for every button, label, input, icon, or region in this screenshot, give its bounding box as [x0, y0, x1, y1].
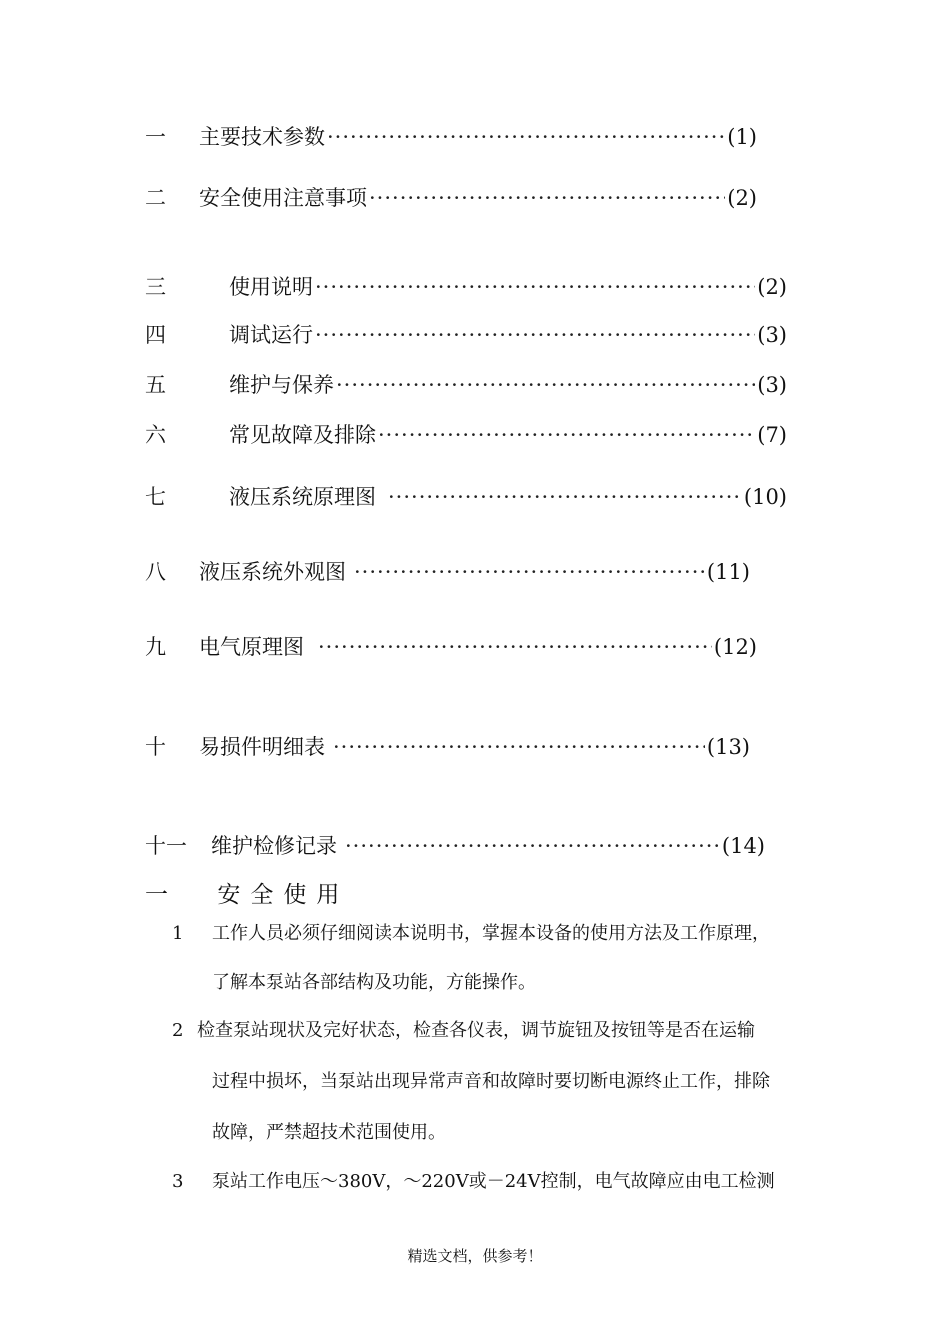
toc-entry-page: (13) — [706, 735, 750, 759]
toc-leader-dots — [336, 371, 755, 399]
section-number: 一 — [145, 882, 178, 908]
toc-entry-title: 安全使用注意事项 — [199, 186, 367, 210]
toc-leader-dots — [318, 633, 712, 661]
item-number: 3 — [172, 1171, 184, 1192]
toc-leader-dots — [354, 558, 705, 586]
toc-leader-dots — [345, 832, 720, 860]
toc-entry-page: (7) — [757, 423, 787, 447]
item-number: 1 — [172, 923, 184, 944]
toc-entry[interactable] — [145, 123, 757, 151]
toc-entry-page: (12) — [713, 635, 757, 659]
toc-entry-title: 易损件明细表 — [199, 735, 325, 759]
toc-leader-dots — [327, 123, 725, 151]
toc-entry-page: (11) — [706, 560, 750, 584]
item-line: 工作人员必须仔细阅读本说明书，掌握本设备的使用方法及工作原理， — [212, 923, 770, 944]
toc-entry[interactable] — [145, 321, 787, 349]
item-line: 故障，严禁超技术范围使用。 — [212, 1122, 446, 1143]
toc-entry-title: 使用说明 — [229, 275, 313, 299]
toc-entry-number: 七 — [145, 485, 166, 509]
toc-entry-title: 电气原理图 — [199, 635, 304, 659]
toc-leader-dots — [378, 421, 755, 449]
item-line: 泵站工作电压～380V，～220V或－24V控制，电气故障应由电工检测 — [212, 1171, 775, 1192]
toc-entry[interactable] — [145, 483, 787, 511]
toc-entry-title: 液压系统原理图 — [229, 485, 376, 509]
toc-entry-number: 八 — [145, 560, 166, 584]
toc-entry[interactable] — [145, 184, 757, 212]
toc-entry-title: 液压系统外观图 — [199, 560, 346, 584]
toc-entry-title: 维护与保养 — [229, 373, 334, 397]
toc-entry[interactable] — [145, 733, 750, 761]
toc-entry-number: 四 — [145, 323, 166, 347]
toc-leader-dots — [369, 184, 725, 212]
page-footer: 精选文档，供参考！ — [407, 1247, 543, 1265]
toc-entry-page: (3) — [757, 373, 787, 397]
toc-entry-number: 五 — [145, 373, 166, 397]
toc-leader-dots — [315, 321, 755, 349]
toc-entry-page: (2) — [757, 275, 787, 299]
section-heading — [145, 880, 349, 910]
toc-entry-title: 维护检修记录 — [211, 834, 337, 858]
toc-entry-page: (1) — [727, 125, 757, 149]
item-line: 过程中损坏，当泵站出现异常声音和故障时要切断电源终止工作，排除 — [212, 1071, 770, 1092]
toc-entry-page: (2) — [727, 186, 757, 210]
toc-entry-number: 三 — [145, 275, 166, 299]
toc-leader-dots — [315, 273, 755, 301]
toc-entry[interactable] — [145, 832, 765, 860]
item-line: 了解本泵站各部结构及功能，方能操作。 — [212, 972, 536, 993]
toc-leader-dots — [388, 483, 742, 511]
item-line: 检查泵站现状及完好状态，检查各仪表，调节旋钮及按钮等是否在运输 — [197, 1020, 755, 1041]
toc-leader-dots — [333, 733, 705, 761]
toc-entry-title: 常见故障及排除 — [229, 423, 376, 447]
toc-entry-page: (3) — [757, 323, 787, 347]
toc-entry[interactable] — [145, 273, 787, 301]
toc-entry[interactable] — [145, 558, 750, 586]
toc-entry-number: 二 — [145, 186, 166, 210]
toc-entry-title: 调试运行 — [229, 323, 313, 347]
section-title: 安全使用 — [217, 882, 350, 908]
toc-entry-number: 一 — [145, 125, 166, 149]
toc-entry[interactable] — [145, 633, 757, 661]
toc-entry-page: (10) — [743, 485, 787, 509]
toc-entry[interactable] — [145, 371, 787, 399]
item-number: 2 — [172, 1020, 184, 1041]
toc-entry-number: 九 — [145, 635, 166, 659]
toc-entry-number: 十 — [145, 735, 166, 759]
toc-entry[interactable] — [145, 421, 787, 449]
toc-entry-number: 六 — [145, 423, 166, 447]
toc-entry-number: 十一 — [145, 834, 187, 858]
toc-entry-page: (14) — [721, 834, 765, 858]
toc-entry-title: 主要技术参数 — [199, 125, 325, 149]
